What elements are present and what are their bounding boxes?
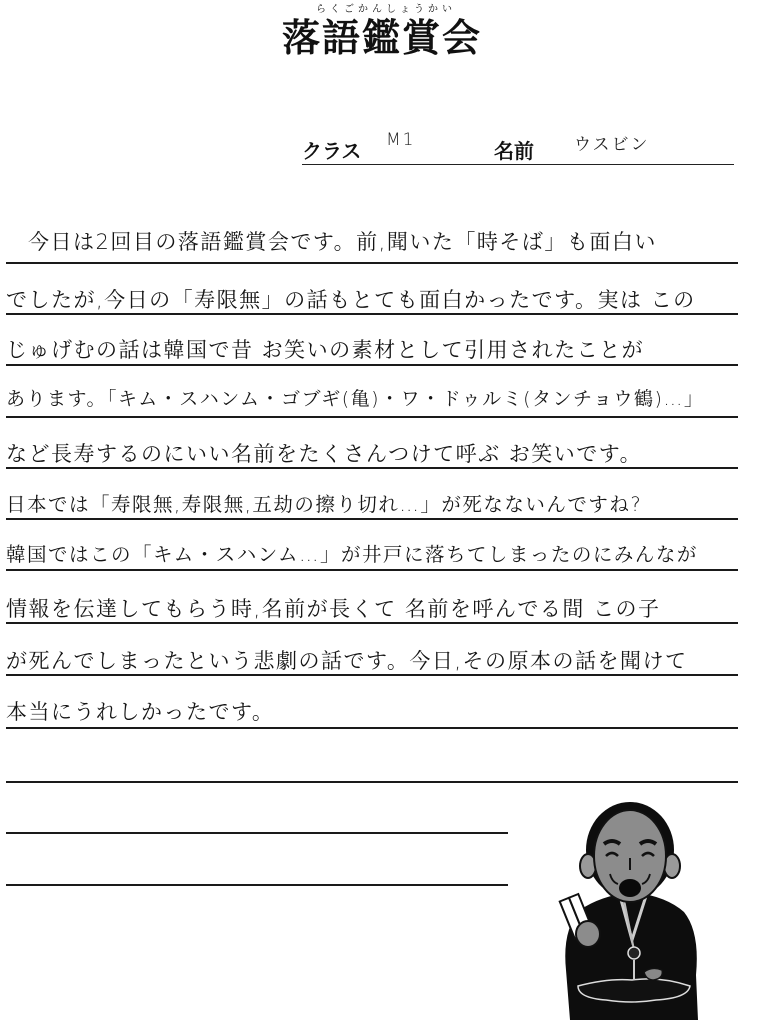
ruled-line — [6, 518, 738, 520]
rakugo-storyteller-icon — [548, 800, 720, 1020]
student-info-row — [302, 130, 734, 165]
name-label: 名前 — [494, 139, 534, 163]
essay-line-2: でしたが,今日の「寿限無」の話もとても面白かったです。実は この — [6, 288, 696, 312]
blank-ruled-line — [6, 832, 508, 834]
blank-ruled-line — [6, 884, 508, 886]
essay-line-8: 情報を伝達してもらう時,名前が長くて 名前を呼んでる間 この子 — [6, 597, 661, 621]
ruled-line — [6, 416, 738, 418]
essay-line-9: が死んでしまったという悲劇の話です。今日,その原本の話を聞けて — [6, 649, 688, 673]
essay-line-4: あります。「キム・スハンム・ゴブギ(亀)・ワ・ドゥルミ(タンチョウ鶴)…」 — [6, 388, 705, 410]
title-block — [262, 4, 502, 60]
name-field[interactable]: ウスビン — [574, 135, 650, 155]
essay-line-6: 日本では「寿限無,寿限無,五劫の擦り切れ…」が死なないんですね? — [6, 493, 643, 516]
essay-line-10: 本当にうれしかったです。 — [6, 700, 275, 724]
ruled-line — [6, 313, 738, 315]
ruled-line — [6, 262, 738, 264]
essay-line-3: じゅげむの話は韓国で昔 お笑いの素材として引用されたことが — [6, 338, 645, 362]
essay-line-5: など長寿するのにいい名前をたくさんつけて呼ぶ お笑いです。 — [6, 442, 643, 466]
ruled-line — [6, 364, 738, 366]
ruled-line — [6, 569, 738, 571]
ruled-line — [6, 467, 738, 469]
ruled-line — [6, 727, 738, 729]
ruled-line — [6, 622, 738, 624]
page-title: 落語鑑賞会 — [281, 15, 482, 60]
title-furigana: らくごかんしょうかい — [316, 4, 456, 15]
essay-line-1: 今日は2回目の落語鑑賞会です。前,聞いた「時そば」も面白い — [28, 230, 657, 254]
class-label: クラス — [302, 139, 362, 163]
class-field[interactable]: M1 — [386, 130, 416, 150]
blank-ruled-line — [6, 781, 738, 783]
ruled-line — [6, 674, 738, 676]
essay-line-7: 韓国ではこの「キム・スハンム…」が井戸に落ちてしまったのにみんなが — [6, 543, 698, 566]
